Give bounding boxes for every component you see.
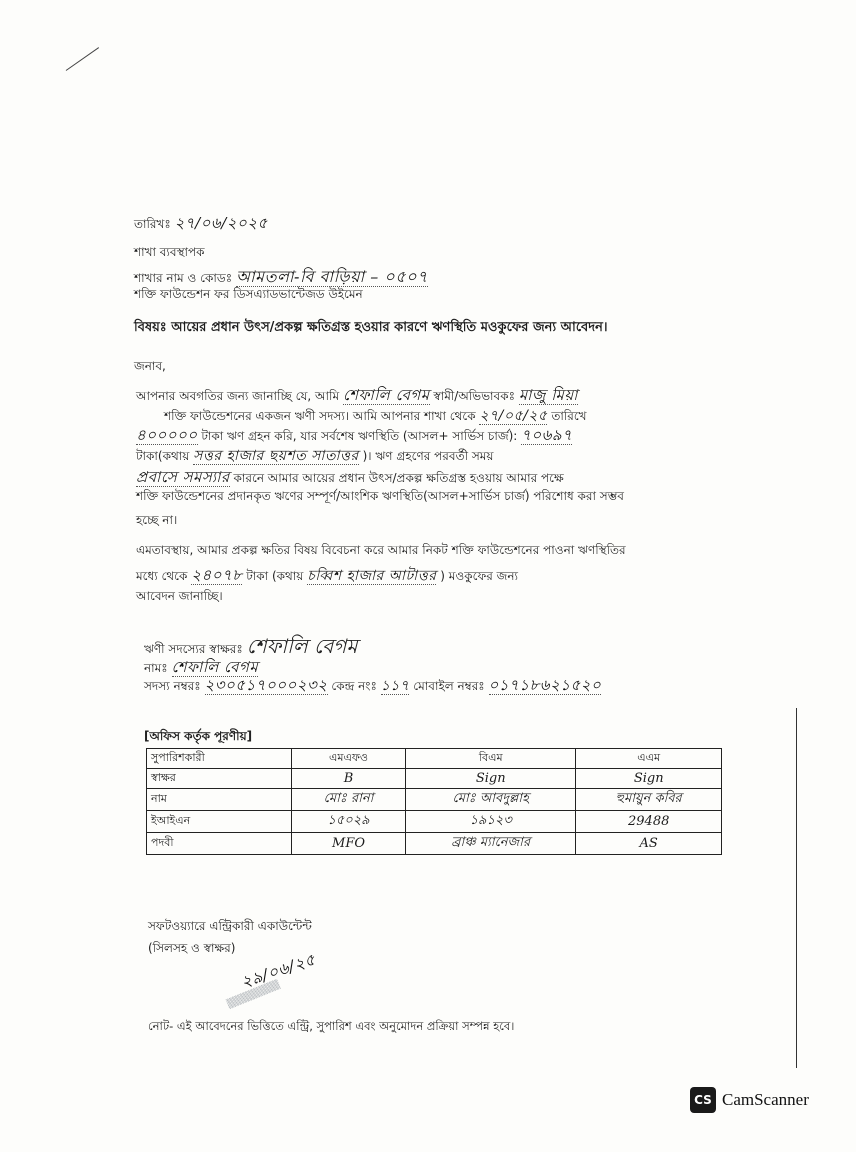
member-no-value: ২৩০৫১৭০০০২৩২ bbox=[204, 676, 328, 694]
mobile-value: ০১৭১৮৬২১৫২০ bbox=[488, 676, 602, 694]
outstanding-words-hand: সত্তর হাজার ছয়শত সাতাত্তর bbox=[193, 448, 359, 464]
member-name-hand: শেফালি বেগম bbox=[342, 386, 430, 404]
center-value: ১১৭ bbox=[380, 678, 410, 694]
member-sig-label: ঋণী সদস্যের স্বাক্ষরঃ bbox=[144, 642, 243, 656]
accountant-line1: সফটওয়্যারে এন্ট্রিকারী একাউন্টেন্ট bbox=[148, 919, 312, 933]
right-border-line bbox=[796, 708, 797, 1068]
loan-date-hand: ২৭/০৫/২৫ bbox=[479, 408, 548, 424]
para1-line7: হচ্ছে না। bbox=[136, 513, 178, 527]
waiver-words-hand: চব্বিশ হাজার আটাত্তর bbox=[307, 568, 437, 584]
para1-line6: শক্তি ফাউন্ডেশনের প্রদানকৃত ঋণের সম্পূর্ণ/আংশিক ঋণস্থিতি(আসল+সার্ভিস চার্জ) পরিশোধ করা সম্ভব bbox=[136, 489, 624, 503]
office-heading: [অফিস কর্তৃক পূরণীয়] bbox=[144, 729, 253, 743]
member-name-label: নামঃ bbox=[144, 661, 168, 675]
row-label: নাম bbox=[147, 789, 292, 811]
faded-stamp: ▒▒▒▒▒▒▒▒ bbox=[226, 979, 282, 1011]
sign-cell: Sign bbox=[406, 769, 576, 789]
org-line: শক্তি ফাউন্ডেশন ফর ডিসএ্যাডভান্টেজড উইমেন bbox=[134, 287, 363, 301]
note-line: নোট- এই আবেদনের ভিত্তিতে এন্ট্রি, সুপারিশ এবং অনুমোদন প্রক্রিয়া সম্পন্ন হবে। bbox=[148, 1019, 515, 1033]
member-name-value: শেফালি বেগম bbox=[171, 658, 259, 676]
text: মধ্যে থেকে bbox=[136, 569, 188, 583]
text: তারিখে bbox=[551, 409, 587, 423]
manager-line: শাখা ব্যবস্থাপক bbox=[134, 245, 205, 259]
text: )। ঋণ গ্রহণের পরবর্তী সময় bbox=[362, 449, 494, 463]
header-cell: এমএফও bbox=[292, 749, 406, 769]
para2-line2 bbox=[136, 564, 518, 589]
text: আপনার অবগতির জন্য জানাচ্ছি যে, আমি bbox=[136, 389, 340, 403]
office-table bbox=[146, 748, 722, 855]
outstanding-hand: ৭০৬৯৭ bbox=[521, 426, 573, 444]
para2-line1: এমতাবস্থায়, আমার প্রকল্প ক্ষতির বিষয় বিবেচনা করে আমার নিকট শক্তি ফাউন্ডেশনের পাওনা ঋণস্থিতির bbox=[136, 543, 626, 557]
header-cell: এএম bbox=[576, 749, 722, 769]
table-cell: মোঃ রানা bbox=[292, 789, 406, 811]
sign-cell: B bbox=[292, 769, 406, 789]
table-cell: AS bbox=[576, 833, 722, 855]
center-label: কেন্দ্র নংঃ bbox=[331, 679, 377, 693]
header-cell: বিএম bbox=[406, 749, 576, 769]
text: ) মওকুফের জন্য bbox=[440, 569, 519, 583]
table-cell: ১৯১২৩ bbox=[406, 811, 576, 833]
loan-amount-hand: ৪০০০০০ bbox=[136, 426, 198, 444]
table-row bbox=[147, 769, 722, 789]
row-label: ইআইএন bbox=[147, 811, 292, 833]
para2-line3: আবেদন জানাচ্ছি। bbox=[136, 589, 223, 603]
branch-value: আমতলা-বি বাড়িয়া – ০৫০৭ bbox=[235, 267, 428, 286]
member-number-row bbox=[144, 674, 601, 699]
table-cell: হুমায়ুন কবির bbox=[576, 789, 722, 811]
mobile-label: মোবাইল নম্বরঃ bbox=[413, 679, 485, 693]
table-cell: ব্রাঞ্চ ম্যানেজার bbox=[406, 833, 576, 855]
accountant-signature: ২৯/০৬/২৫ bbox=[238, 949, 318, 992]
cause-hand: প্রবাসে সমস্যার bbox=[136, 468, 230, 486]
member-no-label: সদস্য নম্বরঃ bbox=[144, 679, 201, 693]
corner-mark bbox=[66, 47, 99, 71]
text: শক্তি ফাউন্ডেশনের একজন ঋণী সদস্য। আমি আপনার শাখা থেকে bbox=[164, 409, 476, 423]
text: টাকা(কথায় bbox=[136, 449, 190, 463]
table-cell: মোঃ আবদুল্লাহ bbox=[406, 789, 576, 811]
branch-label: শাখার নাম ও কোডঃ bbox=[134, 271, 233, 285]
member-signature: শেফালি বেগম bbox=[246, 634, 358, 658]
text: স্বামী/অভিভাবকঃ bbox=[433, 389, 516, 403]
text: কারনে আমার আয়ের প্রধান উৎস/প্রকল্প ক্ষতিগ্রস্ত হওয়ায় আমার পক্ষে bbox=[233, 471, 564, 485]
table-cell: 29488 bbox=[576, 811, 722, 833]
sign-cell: Sign bbox=[576, 769, 722, 789]
accountant-line2: (সিলসহ ও স্বাক্ষর) bbox=[148, 941, 236, 955]
para1-line4 bbox=[136, 444, 493, 468]
camscanner-watermark: CamScanner bbox=[722, 1090, 809, 1109]
guardian-hand: মাজু মিয়া bbox=[518, 386, 579, 404]
subject-line: বিষয়ঃ আয়ের প্রধান উৎস/প্রকল্প ক্ষতিগ্রস্ত হওয়ার কারণে ঋণস্থিতি মওকুফের জন্য আবেদন। bbox=[134, 320, 608, 335]
date-row bbox=[134, 212, 268, 237]
table-cell: MFO bbox=[292, 833, 406, 855]
row-label: স্বাক্ষর bbox=[147, 769, 292, 789]
row-label: পদবী bbox=[147, 833, 292, 855]
salutation: জনাব, bbox=[134, 359, 166, 373]
table-header-row bbox=[147, 749, 722, 769]
table-cell: ১৫০২৯ bbox=[292, 811, 406, 833]
header-cell: সুপারিশকারী bbox=[147, 749, 292, 769]
table-row bbox=[147, 811, 722, 833]
date-label: তারিখঃ bbox=[134, 217, 171, 231]
camscanner-logo-icon: CS bbox=[690, 1087, 716, 1113]
text: টাকা ঋণ গ্রহন করি, যার সর্বশেষ ঋণস্থিতি (আসল+ সার্ভিস চার্জ): bbox=[201, 429, 518, 443]
table-row bbox=[147, 833, 722, 855]
table-row bbox=[147, 789, 722, 811]
text: টাকা (কথায় bbox=[246, 569, 304, 583]
waiver-amount-hand: ২৪০৭৮ bbox=[191, 566, 243, 584]
date-value: ২৭/০৬/২০২৫ bbox=[174, 214, 268, 232]
